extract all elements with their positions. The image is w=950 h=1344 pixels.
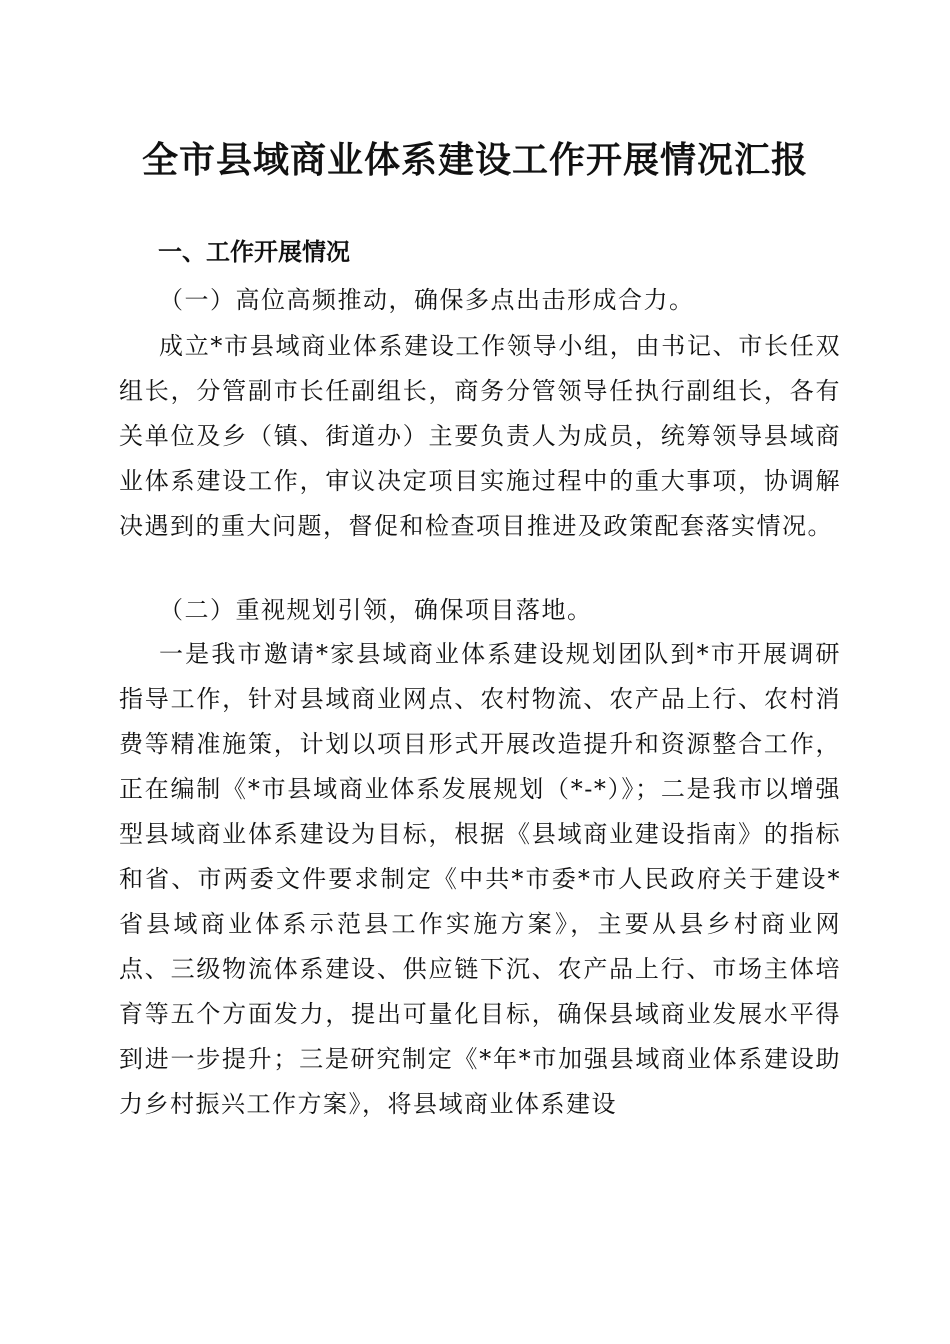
subsection-heading-1: （一）高位高频推动，确保多点出击形成合力。 bbox=[159, 286, 695, 314]
document-title: 全市县域商业体系建设工作开展情况汇报 bbox=[141, 139, 808, 181]
section-heading: 一、工作开展情况 bbox=[158, 238, 350, 266]
paragraph-1: 成立*市县域商业体系建设工作领导小组，由书记、市长任双组长，分管副市长任副组长，商务分管领导任执行副组长，各有关单位及乡（镇、街道办）主要负责人为成员，统筹领导县域商业体系建设工作，审议决定项目实施过程中的重大事项，协调解决遇到的重大问题，督促和检查项目推进及政策配套落实情况。 bbox=[119, 332, 841, 540]
subsection-heading-2: （二）重视规划引领，确保项目落地。 bbox=[159, 596, 593, 624]
paragraph-2: 一是我市邀请*家县域商业体系建设规划团队到*市开展调研指导工作，针对县域商业网点、农村物流、农产品上行、农村消费等精准施策，计划以项目形式开展改造提升和资源整合工作，正在编制《*市县域商业体系发展规划（*-*）》；二是我市以增强型县域商业体系建设为目标，根据《县域商业建设指南》的指标和省、市两委文件要求制定《中共*市委*市人民政府关于建设*省县域商业体系示范县工作实施方案》，主要从县乡村商业网点、三级物流体系建设、供应链下沉、农产品上行、市场主体培育等五个方面发力，提出可量化目标，确保县域商业发展水平得到进一步提升；三是研究制定《*年*市加强县域商业体系建设助力乡村振兴工作方案》，将县域商业体系建设 bbox=[119, 640, 841, 1118]
